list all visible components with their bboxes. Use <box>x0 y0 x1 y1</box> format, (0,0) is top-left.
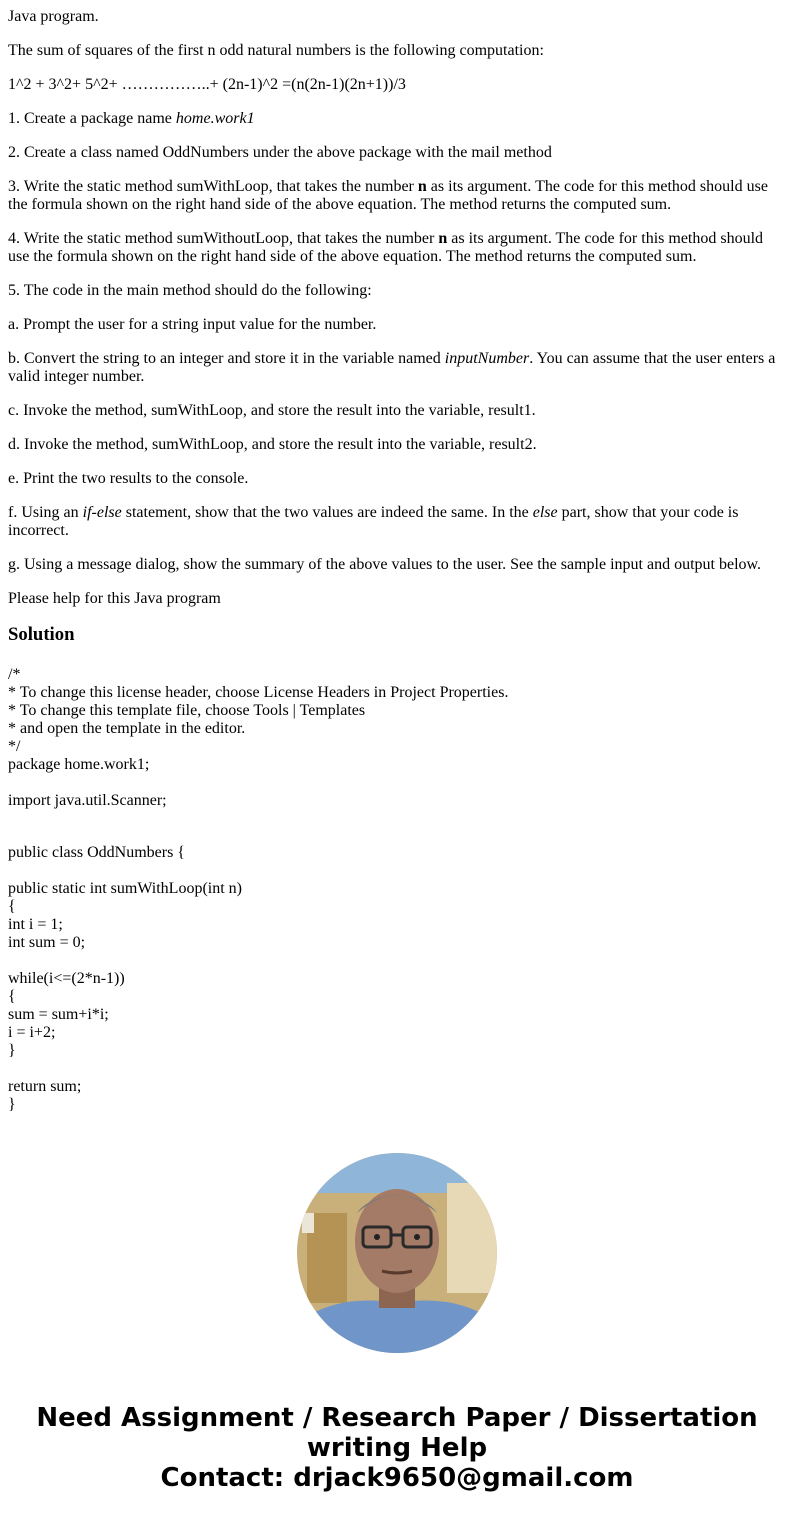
step-1 <box>8 110 786 128</box>
code-line: /* <box>8 666 21 683</box>
variable-name: inputNumber <box>444 350 530 367</box>
code-line: while(i<=(2*n-1)) <box>8 970 125 987</box>
document-body <box>8 8 786 1114</box>
code-block <box>8 666 786 1114</box>
code-line: * To change this template file, choose Tools | Templates <box>8 702 366 719</box>
step-4 <box>8 230 786 266</box>
text: . You can assume that the user enters a valid integer number. <box>8 350 776 385</box>
package-name: home.work1 <box>175 110 255 127</box>
code-line: public static int sumWithLoop(int n) <box>8 880 242 897</box>
solution-heading: Solution <box>8 624 75 645</box>
step-5d: d. Invoke the method, sumWithLoop, and store the result into the variable, result2. <box>8 436 537 453</box>
code-line: int i = 1; <box>8 916 63 933</box>
code-line: int sum = 0; <box>8 934 86 951</box>
author-avatar <box>297 1153 497 1353</box>
text: as its argument. The code for this method should use the formula shown on the right hand side of the above equation. The method returns the computed sum. <box>8 230 764 265</box>
step-5c: c. Invoke the method, sumWithLoop, and store the result into the variable, result1. <box>8 402 536 419</box>
code-line: package home.work1; <box>8 756 150 773</box>
code-line: return sum; <box>8 1078 82 1095</box>
paragraph: Java program. <box>8 8 99 25</box>
bold-n: n <box>438 230 448 247</box>
step-5: 5. The code in the main method should do the following: <box>8 282 372 299</box>
formula: 1^2 + 3^2+ 5^2+ ……………..+ (2n-1)^2 =(n(2n-1)(2n+1))/3 <box>8 76 406 93</box>
text: 1. Create a package name <box>8 110 176 127</box>
portrait-image <box>297 1153 497 1353</box>
step-5a: a. Prompt the user for a string input value for the number. <box>8 316 377 333</box>
code-line: * To change this license header, choose License Headers in Project Properties. <box>8 684 509 701</box>
bold-n: n <box>417 178 427 195</box>
text: 3. Write the static method sumWithLoop, that takes the number <box>8 178 418 195</box>
code-line: public class OddNumbers { <box>8 844 185 861</box>
code-line: } <box>8 1096 16 1113</box>
code-line: } <box>8 1042 16 1059</box>
banner-line: writing Help <box>306 1433 488 1463</box>
contact-email: Contact: drjack9650@gmail.com <box>160 1463 634 1493</box>
code-line: */ <box>8 738 21 755</box>
step-3 <box>8 178 786 214</box>
code-line: { <box>8 898 16 915</box>
paragraph: Please help for this Java program <box>8 590 221 607</box>
text: f. Using an <box>8 504 83 521</box>
code-line: sum = sum+i*i; <box>8 1006 109 1023</box>
emphasis: if-else <box>82 504 122 521</box>
code-line: i = i+2; <box>8 1024 56 1041</box>
code-line: { <box>8 988 16 1005</box>
paragraph: The sum of squares of the first n odd natural numbers is the following computation: <box>8 42 544 59</box>
banner-line: Need Assignment / Research Paper / Dissertation <box>36 1403 758 1433</box>
step-5e: e. Print the two results to the console. <box>8 470 249 487</box>
code-line: * and open the template in the editor. <box>8 720 246 737</box>
step-5f <box>8 504 786 540</box>
step-5g: g. Using a message dialog, show the summary of the above values to the user. See the sample input and output below. <box>8 556 762 573</box>
step-5b <box>8 350 786 386</box>
text: part, show that your code is incorrect. <box>8 504 739 539</box>
code-line: import java.util.Scanner; <box>8 792 167 809</box>
contact-banner <box>0 1403 794 1493</box>
text: as its argument. The code for this method should use the formula shown on the right hand side of the above equation. The method returns the computed sum. <box>8 178 768 213</box>
text: statement, show that the two values are indeed the same. In the <box>121 504 533 521</box>
text: b. Convert the string to an integer and store it in the variable named <box>8 350 445 367</box>
step-2: 2. Create a class named OddNumbers under the above package with the mail method <box>8 144 552 161</box>
emphasis: else <box>532 504 558 521</box>
text: 4. Write the static method sumWithoutLoop, that takes the number <box>8 230 439 247</box>
